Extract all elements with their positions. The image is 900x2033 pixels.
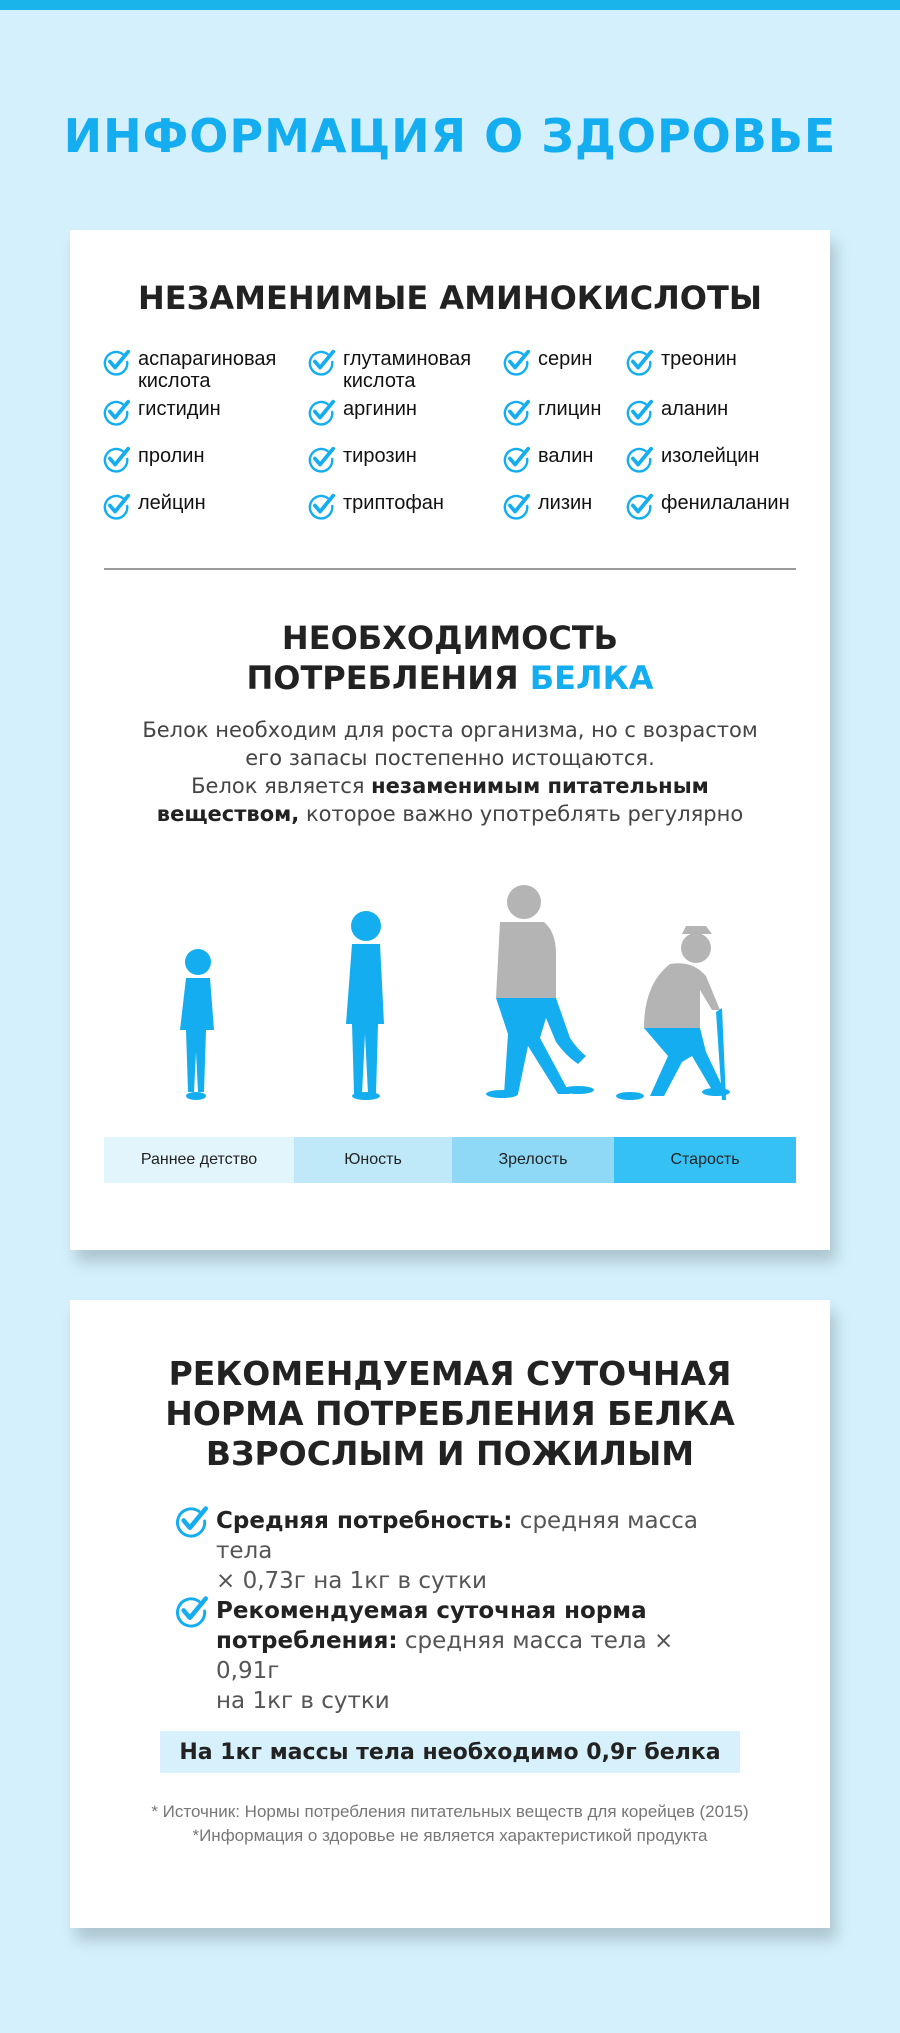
child-figure [180, 949, 214, 1100]
amino-item: аланин [625, 398, 728, 426]
amino-item: серин [502, 348, 592, 376]
check-circle-icon [307, 492, 335, 520]
elder-figure [616, 926, 730, 1100]
stage-maturity: Зрелость [452, 1137, 614, 1183]
amino-item: аргинин [307, 398, 417, 426]
check-circle-icon [502, 398, 530, 426]
amino-title: НЕЗАМЕНИМЫЕ АМИНОКИСЛОТЫ [138, 279, 762, 317]
adult-figure [486, 885, 594, 1098]
footnote: * Источник: Нормы потребления питательных веществ для корейцев (2015) *Информация о здоровье не является характеристикой продукта [151, 1802, 749, 1845]
check-circle-icon [625, 445, 653, 473]
top-accent-bar [0, 0, 900, 10]
check-circle-icon [307, 445, 335, 473]
check-circle-icon [625, 348, 653, 376]
stage-early-childhood: Раннее детство [104, 1137, 294, 1183]
amino-item: лейцин [102, 492, 206, 520]
amino-item: пролин [102, 445, 205, 473]
check-circle-icon [625, 398, 653, 426]
amino-item: глутаминовая кислота [307, 348, 471, 392]
protein-description: Белок необходим для роста организма, но с возрастом его запасы постепенно истощаются. Белок является незаменимым питательным веществом, которое важно употреблять регулярно [142, 718, 758, 826]
protein-title: НЕОБХОДИМОСТЬ ПОТРЕБЛЕНИЯ БЕЛКА [246, 619, 654, 697]
recommendation-title: РЕКОМЕНДУЕМАЯ СУТОЧНАЯ НОРМА ПОТРЕБЛЕНИЯ БЕЛКА ВЗРОСЛЫМ И ПОЖИЛЫМ [165, 1354, 735, 1473]
amino-item: гистидин [102, 398, 221, 426]
amino-protein-card [70, 230, 830, 1250]
amino-item: лизин [502, 492, 592, 520]
check-circle-icon [102, 445, 130, 473]
amino-item: аспарагиновая кислота [102, 348, 276, 392]
requirement-average: Средняя потребность: средняя масса тела × 0,73г на 1кг в сутки [174, 1506, 734, 1596]
amino-item: тирозин [307, 445, 417, 473]
life-stage-bar [104, 1137, 796, 1183]
stage-old-age: Старость [614, 1137, 796, 1183]
age-figures [104, 870, 796, 1350]
amino-item: глицин [502, 398, 601, 426]
check-circle-icon [502, 445, 530, 473]
protein-highlight: На 1кг массы тела необходимо 0,9г белка [160, 1731, 740, 1773]
check-circle-icon [102, 492, 130, 520]
requirement-recommended: Рекомендуемая суточная норма потребления: средняя масса тела × 0,91г на 1кг в сутки [174, 1596, 734, 1716]
check-circle-icon [307, 398, 335, 426]
recommendation-card [70, 1300, 830, 1928]
page-title: ИНФОРМАЦИЯ О ЗДОРОВЬЕ [63, 109, 837, 163]
stage-youth: Юность [294, 1137, 452, 1183]
check-circle-icon [625, 492, 653, 520]
check-circle-icon [174, 1594, 208, 1628]
check-circle-icon [502, 348, 530, 376]
youth-figure [346, 911, 384, 1100]
amino-item: изолейцин [625, 445, 759, 473]
check-circle-icon [102, 398, 130, 426]
check-circle-icon [174, 1504, 208, 1538]
amino-item: треонин [625, 348, 737, 376]
check-circle-icon [102, 348, 130, 376]
section-divider [104, 568, 796, 570]
amino-item: триптофан [307, 492, 444, 520]
amino-item: фенилаланин [625, 492, 790, 520]
check-circle-icon [307, 348, 335, 376]
amino-item: валин [502, 445, 593, 473]
check-circle-icon [502, 492, 530, 520]
